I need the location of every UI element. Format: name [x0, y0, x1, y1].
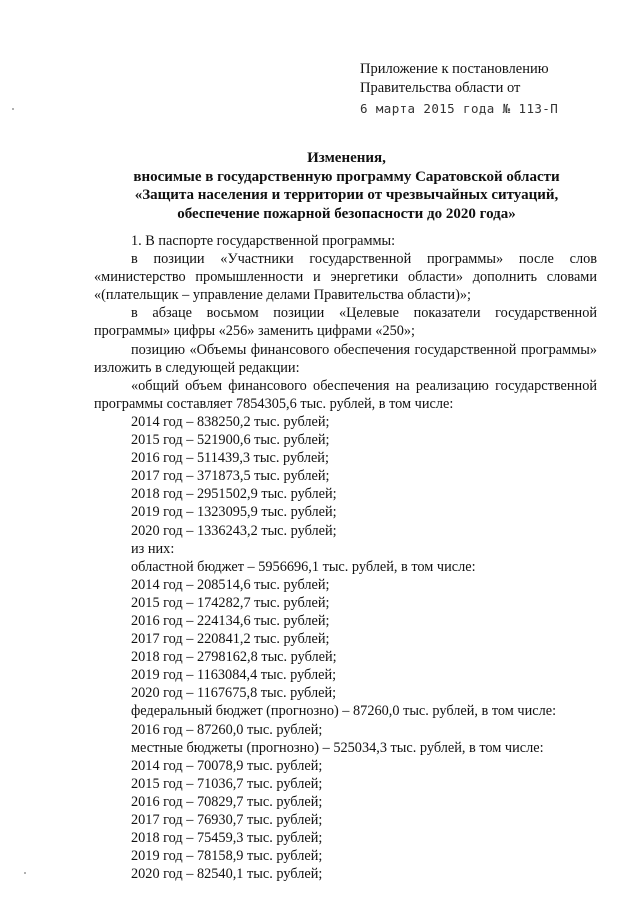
list-item: 2019 год – 1323095,9 тыс. рублей; [131, 504, 337, 521]
item-1-heading: 1. В паспорте государственной программы: [131, 233, 396, 249]
list-item: 2019 год – 1163084,4 тыс. рублей; [131, 667, 337, 684]
list-item: 2014 год – 70078,9 тыс. рублей; [131, 757, 323, 774]
title-line-4: обеспечение пожарной безопасности до 2020 года» [177, 205, 516, 222]
list-item: 2017 год – 220841,2 тыс. рублей; [131, 631, 330, 648]
appendix-line-2: Правительства области от [360, 80, 521, 96]
document-body [94, 232, 597, 883]
list-item: 2015 год – 174282,7 тыс. рублей; [131, 594, 330, 611]
list-item: 2020 год – 1336243,2 тыс. рублей; [131, 522, 337, 539]
document-title [90, 149, 603, 223]
list-item: 2018 год – 2798162,8 тыс. рублей; [131, 649, 337, 666]
appendix-header [360, 60, 558, 118]
paragraph-total-funding: «общий объем финансового обеспечения на реализацию государственной программы составляет 7854305,6 тыс. рублей, в том числе: [94, 377, 597, 412]
list-item: 2016 год – 70829,7 тыс. рублей; [131, 793, 323, 810]
scan-speck [12, 108, 14, 110]
list-item: 2016 год – 511439,3 тыс. рублей; [131, 450, 329, 467]
regional-years-list [94, 576, 597, 703]
list-item: 2014 год – 208514,6 тыс. рублей; [131, 576, 330, 593]
list-item: 2020 год – 82540,1 тыс. рублей; [131, 866, 323, 883]
regional-budget-header: областной бюджет – 5956696,1 тыс. рублей, в том числе: [131, 558, 476, 575]
of-them-label: из них: [131, 540, 175, 557]
federal-years-list [94, 721, 597, 739]
list-item: 2017 год – 371873,5 тыс. рублей; [131, 468, 330, 485]
decree-date-stamp: 6 марта 2015 года № 113-П [360, 101, 559, 116]
paragraph-target-indicators: в абзаце восьмом позиции «Целевые показатели государственной программы» цифры «256» заменить цифрами «250»; [94, 305, 597, 340]
total-years-list [94, 413, 597, 540]
title-line-1: Изменения, [307, 150, 386, 166]
title-line-3: «Защита населения и территории от чрезвычайных ситуаций, [134, 187, 559, 203]
list-item: 2017 год – 76930,7 тыс. рублей; [131, 812, 323, 828]
federal-budget-header: федеральный бюджет (прогнозно) – 87260,0 тыс. рублей, в том числе: [131, 703, 557, 720]
list-item: 2014 год – 838250,2 тыс. рублей; [131, 413, 330, 430]
list-item: 2015 год – 71036,7 тыс. рублей; [131, 775, 323, 792]
list-item: 2018 год – 2951502,9 тыс. рублей; [131, 486, 337, 503]
list-item: 2015 год – 521900,6 тыс. рублей; [131, 432, 330, 449]
paragraph-funding-position: позицию «Объемы финансового обеспечения государственной программы» изложить в следующей редакции: [94, 341, 597, 376]
local-years-list [94, 757, 597, 884]
scan-speck [24, 872, 26, 874]
title-line-2: вносимые в государственную программу Саратовской области [133, 168, 560, 185]
list-item: 2019 год – 78158,9 тыс. рублей; [131, 848, 323, 865]
paragraph-participants: в позиции «Участники государственной программы» после слов «министерство промышленности и энергетики области» дополнить словами «(плательщик – управление делами Правительства области)»; [94, 251, 597, 304]
list-item: 2018 год – 75459,3 тыс. рублей; [131, 830, 323, 847]
local-budget-header: местные бюджеты (прогнозно) – 525034,3 тыс. рублей, в том числе: [131, 739, 544, 756]
list-item: 2016 год – 87260,0 тыс. рублей; [131, 721, 323, 738]
list-item: 2016 год – 224134,6 тыс. рублей; [131, 612, 330, 629]
list-item: 2020 год – 1167675,8 тыс. рублей; [131, 685, 337, 702]
appendix-line-1: Приложение к постановлению [360, 61, 549, 77]
